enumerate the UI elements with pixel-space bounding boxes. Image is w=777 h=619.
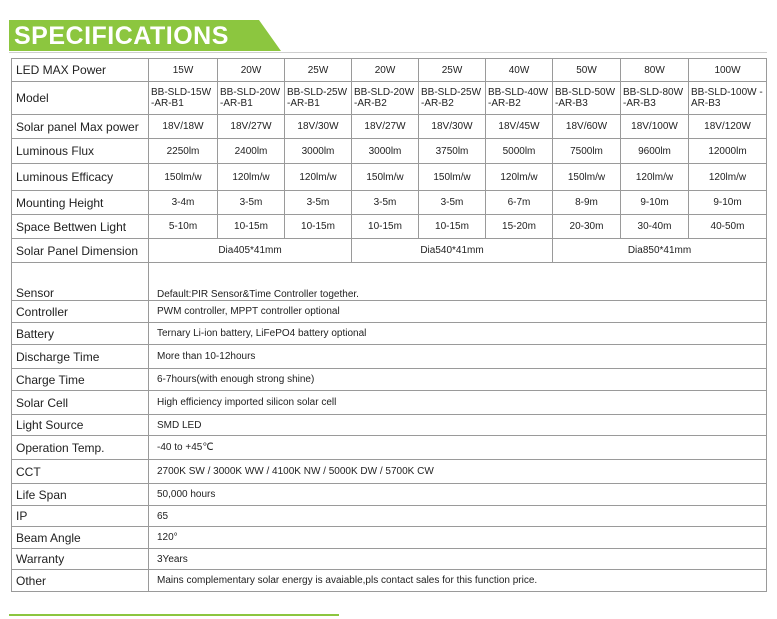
spec-value: 120° [149, 527, 767, 549]
row-label: CCT [12, 460, 149, 484]
spec-row [12, 139, 767, 164]
spec-cell: 15W [149, 59, 218, 82]
spec-row [12, 301, 767, 323]
row-label: Discharge Time [12, 345, 149, 369]
spec-cell: BB-SLD-20W -AR-B2 [352, 82, 419, 115]
spec-row [12, 415, 767, 436]
row-label: Luminous Efficacy [12, 164, 149, 191]
spec-cell: 3750lm [419, 139, 486, 164]
spec-cell: 120lm/w [285, 164, 352, 191]
row-label: Operation Temp. [12, 436, 149, 460]
spec-row [12, 570, 767, 592]
dimension-cell: Dia850*41mm [553, 239, 767, 263]
spec-cell: 3-5m [352, 191, 419, 215]
row-label: Space Bettwen Light [12, 215, 149, 239]
spec-cell: 10-15m [218, 215, 285, 239]
row-label: Charge Time [12, 369, 149, 391]
model-specs-body [12, 59, 767, 239]
spec-cell: 25W [419, 59, 486, 82]
spec-cell: BB-SLD-50W -AR-B3 [553, 82, 621, 115]
spec-cell: 150lm/w [352, 164, 419, 191]
spec-cell: 3-5m [285, 191, 352, 215]
spec-cell: 150lm/w [419, 164, 486, 191]
spec-row [12, 323, 767, 345]
spec-cell: 150lm/w [553, 164, 621, 191]
spec-value: Mains complementary solar energy is avaiable,pls contact sales for this function price. [149, 570, 767, 592]
spec-value: More than 10-12hours [149, 345, 767, 369]
spec-cell: 18V/30W [285, 115, 352, 139]
dimension-body [12, 239, 767, 263]
row-label: Other [12, 570, 149, 592]
row-label: Luminous Flux [12, 139, 149, 164]
footer-accent-line [9, 614, 339, 616]
spec-row [12, 436, 767, 460]
spec-cell: 120lm/w [218, 164, 285, 191]
spec-cell: BB-SLD-100W -AR-B3 [689, 82, 767, 115]
spec-cell: BB-SLD-40W -AR-B2 [486, 82, 553, 115]
spec-cell: 3-4m [149, 191, 218, 215]
spec-cell: 20W [218, 59, 285, 82]
spec-cell: 30-40m [621, 215, 689, 239]
spec-value: 3Years [149, 549, 767, 570]
row-label: Solar panel Max power [12, 115, 149, 139]
spec-cell: 2400lm [218, 139, 285, 164]
spec-cell: 50W [553, 59, 621, 82]
spec-cell: 10-15m [285, 215, 352, 239]
row-label: Mounting Height [12, 191, 149, 215]
spec-cell: BB-SLD-15W -AR-B1 [149, 82, 218, 115]
spec-cell: 15-20m [486, 215, 553, 239]
spec-cell: 8-9m [553, 191, 621, 215]
row-label: IP [12, 506, 149, 527]
page-title: SPECIFICATIONS [14, 22, 229, 50]
spec-cell: 18V/30W [419, 115, 486, 139]
spec-row [12, 59, 767, 82]
spec-cell: BB-SLD-20W -AR-B1 [218, 82, 285, 115]
spec-value: Ternary Li-ion battery, LiFePO4 battery optional [149, 323, 767, 345]
dimension-cell: Dia540*41mm [352, 239, 553, 263]
spec-value: 50,000 hours [149, 484, 767, 506]
row-label: Sensor [12, 263, 149, 301]
row-label: Solar Cell [12, 391, 149, 415]
row-label: Life Span [12, 484, 149, 506]
spec-cell: 10-15m [352, 215, 419, 239]
spec-cell: 12000lm [689, 139, 767, 164]
spec-cell: 150lm/w [149, 164, 218, 191]
spec-cell: 20W [352, 59, 419, 82]
spec-row [12, 391, 767, 415]
spec-cell: 18V/45W [486, 115, 553, 139]
row-label: Battery [12, 323, 149, 345]
spec-row [12, 369, 767, 391]
row-label: Model [12, 82, 149, 115]
spec-row [12, 549, 767, 570]
spec-value: 2700K SW / 3000K WW / 4100K NW / 5000K DW / 5700K CW [149, 460, 767, 484]
spec-cell: 6-7m [486, 191, 553, 215]
spec-cell: BB-SLD-25W -AR-B2 [419, 82, 486, 115]
row-label: Light Source [12, 415, 149, 436]
spec-cell: 3-5m [419, 191, 486, 215]
spec-cell: 9600lm [621, 139, 689, 164]
spec-value: 6-7hours(with enough strong shine) [149, 369, 767, 391]
spec-cell: 7500lm [553, 139, 621, 164]
spec-value: SMD LED [149, 415, 767, 436]
spec-value: High efficiency imported silicon solar cell [149, 391, 767, 415]
spec-value: PWM controller, MPPT controller optional [149, 301, 767, 323]
spec-cell: 18V/100W [621, 115, 689, 139]
common-specs-body [12, 263, 767, 592]
spec-cell: 9-10m [621, 191, 689, 215]
spec-cell: 80W [621, 59, 689, 82]
spec-row [12, 345, 767, 369]
spec-row [12, 263, 767, 301]
row-label: Controller [12, 301, 149, 323]
spec-row [12, 82, 767, 115]
spec-cell: BB-SLD-80W -AR-B3 [621, 82, 689, 115]
spec-cell: 18V/27W [352, 115, 419, 139]
dimension-cell: Dia405*41mm [149, 239, 352, 263]
spec-value: 65 [149, 506, 767, 527]
spec-row [12, 115, 767, 139]
spec-cell: 3-5m [218, 191, 285, 215]
spec-cell: 40-50m [689, 215, 767, 239]
spec-row [12, 191, 767, 215]
spec-cell: 3000lm [352, 139, 419, 164]
spec-value: Default:PIR Sensor&Time Controller together. [149, 263, 767, 301]
spec-cell: 18V/18W [149, 115, 218, 139]
dimension-row [12, 239, 767, 263]
spec-value: -40 to +45℃ [149, 436, 767, 460]
row-label: Beam Angle [12, 527, 149, 549]
spec-cell: 18V/27W [218, 115, 285, 139]
spec-cell: 20-30m [553, 215, 621, 239]
row-label: Solar Panel Dimension [12, 239, 149, 263]
spec-cell: 18V/120W [689, 115, 767, 139]
spec-cell: 5-10m [149, 215, 218, 239]
spec-cell: 120lm/w [689, 164, 767, 191]
spec-cell: 3000lm [285, 139, 352, 164]
spec-cell: 9-10m [689, 191, 767, 215]
spec-cell: 2250lm [149, 139, 218, 164]
spec-cell: 25W [285, 59, 352, 82]
spec-cell: 120lm/w [486, 164, 553, 191]
specifications-table [11, 58, 767, 592]
spec-cell: BB-SLD-25W -AR-B1 [285, 82, 352, 115]
spec-cell: 100W [689, 59, 767, 82]
spec-cell: 120lm/w [621, 164, 689, 191]
spec-row [12, 215, 767, 239]
spec-cell: 18V/60W [553, 115, 621, 139]
spec-row [12, 164, 767, 191]
spec-row [12, 460, 767, 484]
spec-row [12, 484, 767, 506]
spec-row [12, 527, 767, 549]
spec-row [12, 506, 767, 527]
header-divider [9, 52, 767, 53]
spec-cell: 10-15m [419, 215, 486, 239]
row-label: Warranty [12, 549, 149, 570]
row-label: LED MAX Power [12, 59, 149, 82]
spec-cell: 5000lm [486, 139, 553, 164]
spec-cell: 40W [486, 59, 553, 82]
